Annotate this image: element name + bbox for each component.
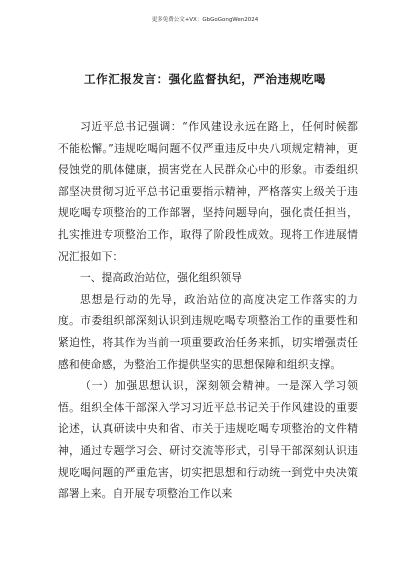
section-heading-1: 一、提高政治站位，强化组织领导 — [80, 271, 242, 285]
document-title: 工作汇报发言：强化监督执纪，严治违规吃喝 — [84, 72, 326, 86]
intro-paragraph: 习近平总书记强调：“作风建设永远在路上，任何时候都不能松懈。”违规吃喝问题不仅严重违反中央八项规定精神，更侵蚀党的肌体健康，损害党在人民群众心中的形象。市委组织部坚决贯彻习近平总书记重要指示精神，严格落实上级关于违规吃喝专项整治的工作部署，坚持问题导向，强化责任担当，扎实推进专项整治工作，取得了阶段性成效。现将工作进展情况汇报如下： — [58, 120, 358, 263]
subsection-1-paragraph: （一）加强思想认识，深刻领会精神。一是深入学习领悟。组织全体干部深入学习习近平总书记关于作风建设的重要论述，认真研读中央和省、市关于违规吃喝专项整治的文件精神，通过专题学习会、研讨交流等形式，引导干部深刻认识违规吃喝问题的严重危害，切实把思想和行动统一到党中央决策部署上来。自开展专项整治工作以来 — [58, 379, 358, 501]
header-note: 更多免费公文+VX：GbGoGongWen2024 — [151, 17, 259, 23]
section-1-paragraph: 思想是行动的先导，政治站位的高度决定工作落实的力度。市委组织部深刻认识到违规吃喝专项整治工作的重要性和紧迫性，将其作为当前一项重要政治任务来抓，切实增强责任感和使命感，为整治工作提供坚实的思想保障和组织支撑。 — [58, 292, 358, 371]
document-body — [58, 116, 358, 505]
